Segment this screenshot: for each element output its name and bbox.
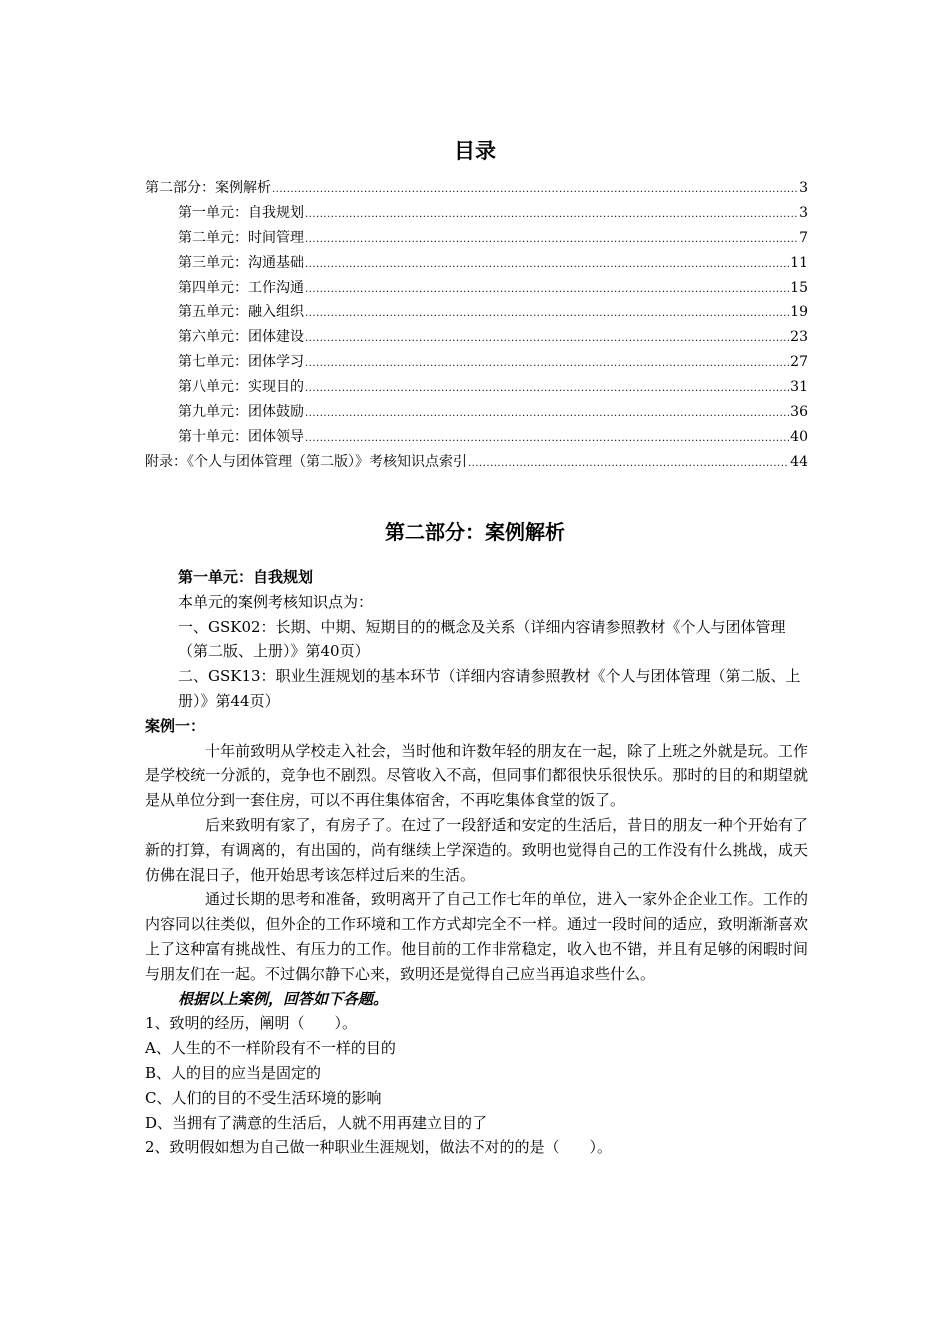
toc-entry[interactable] xyxy=(145,201,808,226)
document-body xyxy=(145,565,808,1160)
toc-entry-label: 第十单元：团体领导 xyxy=(178,428,304,445)
toc-entry[interactable] xyxy=(145,276,808,301)
toc-entry-label: 第二部分：案例解析 xyxy=(145,180,271,196)
toc-leader-dots xyxy=(305,402,789,427)
question-line: 2、致明假如想为自己做一种职业生涯规划，做法不对的的是（ ）。 xyxy=(145,1138,613,1157)
question-option: D、当拥有了满意的生活后，人就不用再建立目的了 xyxy=(145,1113,488,1132)
toc-leader-dots xyxy=(305,327,789,352)
toc-entry[interactable] xyxy=(145,350,808,375)
question-line: 1、致明的经历，阐明（ ）。 xyxy=(145,1014,358,1033)
toc-leader-dots xyxy=(305,377,789,402)
toc-entry-label: 第七单元：团体学习 xyxy=(178,354,304,371)
question-prompt: 根据以上案例，回答如下各题。 xyxy=(178,989,389,1008)
toc-entry-page: 11 xyxy=(790,254,808,271)
toc-entry-label: 第五单元：融入组织 xyxy=(178,304,304,321)
toc-entry-label: 附录：《个人与团体管理（第二版）》考核知识点索引 xyxy=(145,453,467,470)
part-title: 第二部分：案例解析 xyxy=(385,520,565,544)
toc-leader-dots xyxy=(468,452,789,477)
case-title: 案例一： xyxy=(145,716,206,735)
toc-leader-dots xyxy=(305,302,789,327)
toc-leader-dots xyxy=(272,178,798,203)
question-option: C、人们的目的不受生活环境的影响 xyxy=(145,1088,382,1107)
toc-entry[interactable] xyxy=(145,375,808,400)
question-option: B、人的目的应当是固定的 xyxy=(145,1063,322,1082)
toc-entry-page: 27 xyxy=(790,354,808,371)
table-of-contents xyxy=(145,176,808,475)
toc-leader-dots xyxy=(305,203,798,228)
toc-entry[interactable] xyxy=(145,251,808,276)
case-paragraph: 通过长期的思考和准备，致明离开了自己工作七年的单位，进入一家外企企业工作。工作的内容同以往类似，但外企的工作环境和工作方式却完全不一样。通过一段时间的适应，致明渐渐喜欢上了这种富有挑战性、有压力的工作。他目前的工作非常稳定，收入也不错，并且有足够的闲暇时间与朋友们在一起。不过偶尔静下心来，致明还是觉得自己应当再追求些什么。 xyxy=(145,890,808,983)
toc-entry-page: 7 xyxy=(799,229,808,246)
toc-entry-page: 15 xyxy=(790,279,808,296)
toc-entry-page: 23 xyxy=(790,329,808,346)
toc-entry[interactable] xyxy=(145,300,808,325)
toc-leader-dots xyxy=(305,352,789,377)
toc-leader-dots xyxy=(305,427,789,452)
toc-entry-page: 36 xyxy=(790,404,808,421)
toc-entry-label: 第四单元：工作沟通 xyxy=(178,279,304,296)
toc-leader-dots xyxy=(305,278,789,303)
toc-entry[interactable] xyxy=(145,226,808,251)
toc-entry-page: 3 xyxy=(799,204,808,221)
toc-leader-dots xyxy=(305,253,789,278)
toc-entry-label: 第一单元：自我规划 xyxy=(178,204,304,221)
toc-title: 目录 xyxy=(454,138,496,163)
toc-leader-dots xyxy=(305,228,798,253)
toc-entry-page: 3 xyxy=(799,180,808,196)
toc-entry[interactable] xyxy=(145,400,808,425)
toc-entry[interactable] xyxy=(145,450,808,475)
case-paragraph: 十年前致明从学校走入社会，当时他和许数年轻的朋友在一起，除了上班之外就是玩。工作是学校统一分派的，竞争也不剧烈。尽管收入不高，但同事们都很快乐很快乐。那时的目的和期望就是从单位分到一套住房，可以不再住集体宿舍，不再吃集体食堂的饭了。 xyxy=(145,741,808,810)
knowledge-point: 二、GSK13：职业生涯规划的基本环节（详细内容请参照教材《个人与团体管理（第二版、上册）》第44页） xyxy=(178,667,801,710)
toc-entry-label: 第九单元：团体鼓励 xyxy=(178,404,304,421)
toc-entry[interactable] xyxy=(145,176,808,201)
toc-entry-page: 31 xyxy=(790,379,808,396)
toc-entry-page: 44 xyxy=(790,453,808,470)
toc-entry-label: 第三单元：沟通基础 xyxy=(178,254,304,271)
knowledge-point: 一、GSK02：长期、中期、短期目的的概念及关系（详细内容请参照教材《个人与团体管理（第二版、上册）》第40页） xyxy=(178,617,786,661)
question-option: A、人生的不一样阶段有不一样的目的 xyxy=(145,1039,396,1058)
toc-entry-label: 第八单元：实现目的 xyxy=(178,379,304,396)
unit-title: 第一单元：自我规划 xyxy=(178,568,314,586)
toc-entry[interactable] xyxy=(145,425,808,450)
case-paragraph: 后来致明有家了，有房子了。在过了一段舒适和安定的生活后，昔日的朋友一种个开始有了新的打算，有调离的，有出国的，尚有继续上学深造的。致明也觉得自己的工作没有什么挑战，成天仿佛在混日子，他开始思考该怎样过后来的生活。 xyxy=(145,815,808,884)
unit-intro: 本单元的案例考核知识点为： xyxy=(178,592,374,611)
toc-entry[interactable] xyxy=(145,325,808,350)
toc-entry-page: 19 xyxy=(790,304,808,321)
toc-entry-label: 第六单元：团体建设 xyxy=(178,329,304,346)
toc-entry-label: 第二单元：时间管理 xyxy=(178,229,304,246)
toc-entry-page: 40 xyxy=(790,428,808,445)
